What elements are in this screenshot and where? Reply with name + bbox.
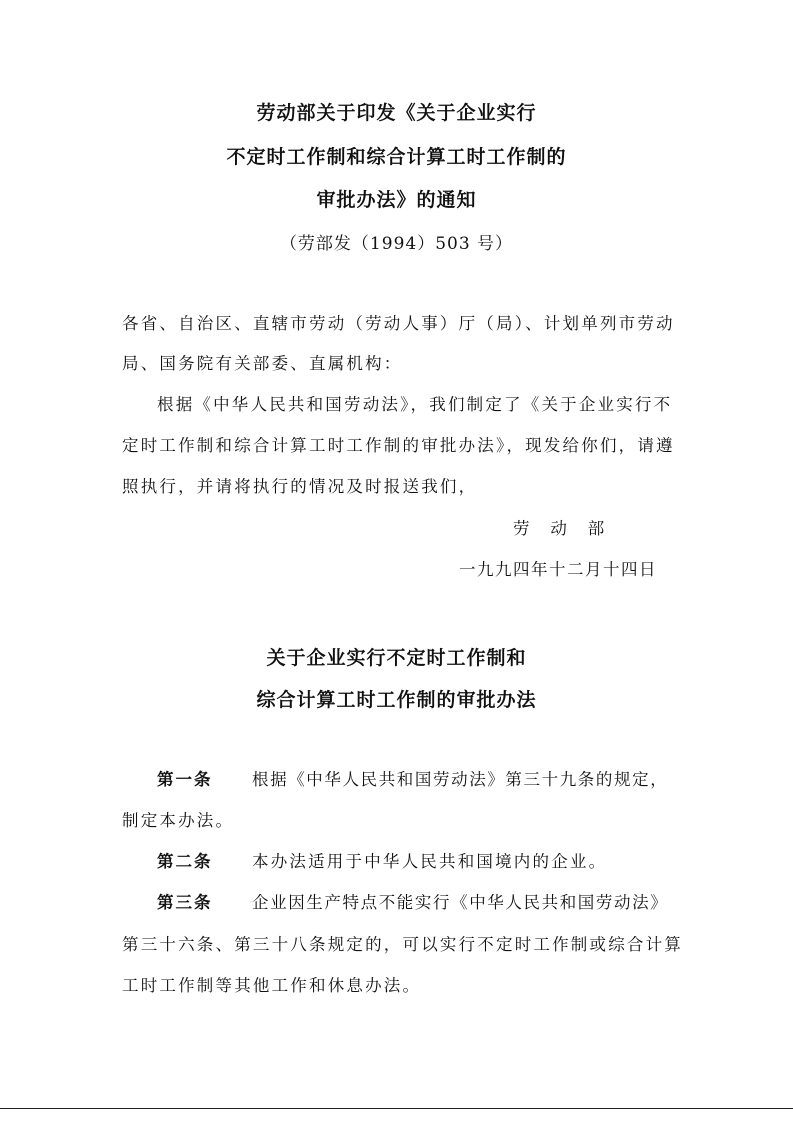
notice-body-line-3: 照执行，并请将执行的情况及时报送我们，: [122, 477, 478, 496]
addressee-line-2: 局、国务院有关部委、直属机构：: [122, 354, 403, 373]
notice-title-line-3: 审批办法》的通知: [316, 189, 477, 211]
notice-title-line-1: 劳动部关于印发《关于企业实行: [256, 102, 537, 124]
document-number: （劳部发（1994）503 号）: [279, 234, 514, 254]
addressee-line-1: 各省、自治区、直辖市劳动（劳动人事）厅（局）、计划单列市劳动: [122, 314, 675, 333]
article-2-label: 第二条: [157, 852, 213, 871]
notice-body-line-1: 根据《中华人民共和国劳动法》，我们制定了《关于企业实行不: [157, 395, 673, 414]
notice-title-line-2: 不定时工作制和综合计算工时工作制的: [226, 146, 567, 168]
page-bottom-divider: [0, 1108, 793, 1109]
issuer: 劳 动 部: [513, 519, 607, 538]
article-2-text: 本办法适用于中华人民共和国境内的企业。: [252, 852, 608, 871]
article-3-text-continued-1: 第三十六条、第三十八条规定的，可以实行不定时工作制或综合计算: [122, 935, 683, 954]
issue-date: 一九九四年十二月十四日: [459, 560, 657, 579]
measures-title-line-2: 综合计算工时工作制的审批办法: [256, 689, 537, 711]
article-1-text: 根据《中华人民共和国劳动法》第三十九条的规定，: [252, 770, 669, 789]
article-1-label: 第一条: [157, 770, 213, 789]
notice-body-line-2: 定时工作制和综合计算工时工作制的审批办法》，现发给你们，请遵: [122, 436, 675, 455]
measures-title-line-1: 关于企业实行不定时工作制和: [266, 647, 527, 669]
article-3-text: 企业因生产特点不能实行《中华人民共和国劳动法》: [252, 893, 669, 912]
article-3-label: 第三条: [157, 893, 213, 912]
article-3-text-continued-2: 工时工作制等其他工作和休息办法。: [122, 976, 422, 995]
article-1-text-continued: 制定本办法。: [122, 811, 235, 830]
